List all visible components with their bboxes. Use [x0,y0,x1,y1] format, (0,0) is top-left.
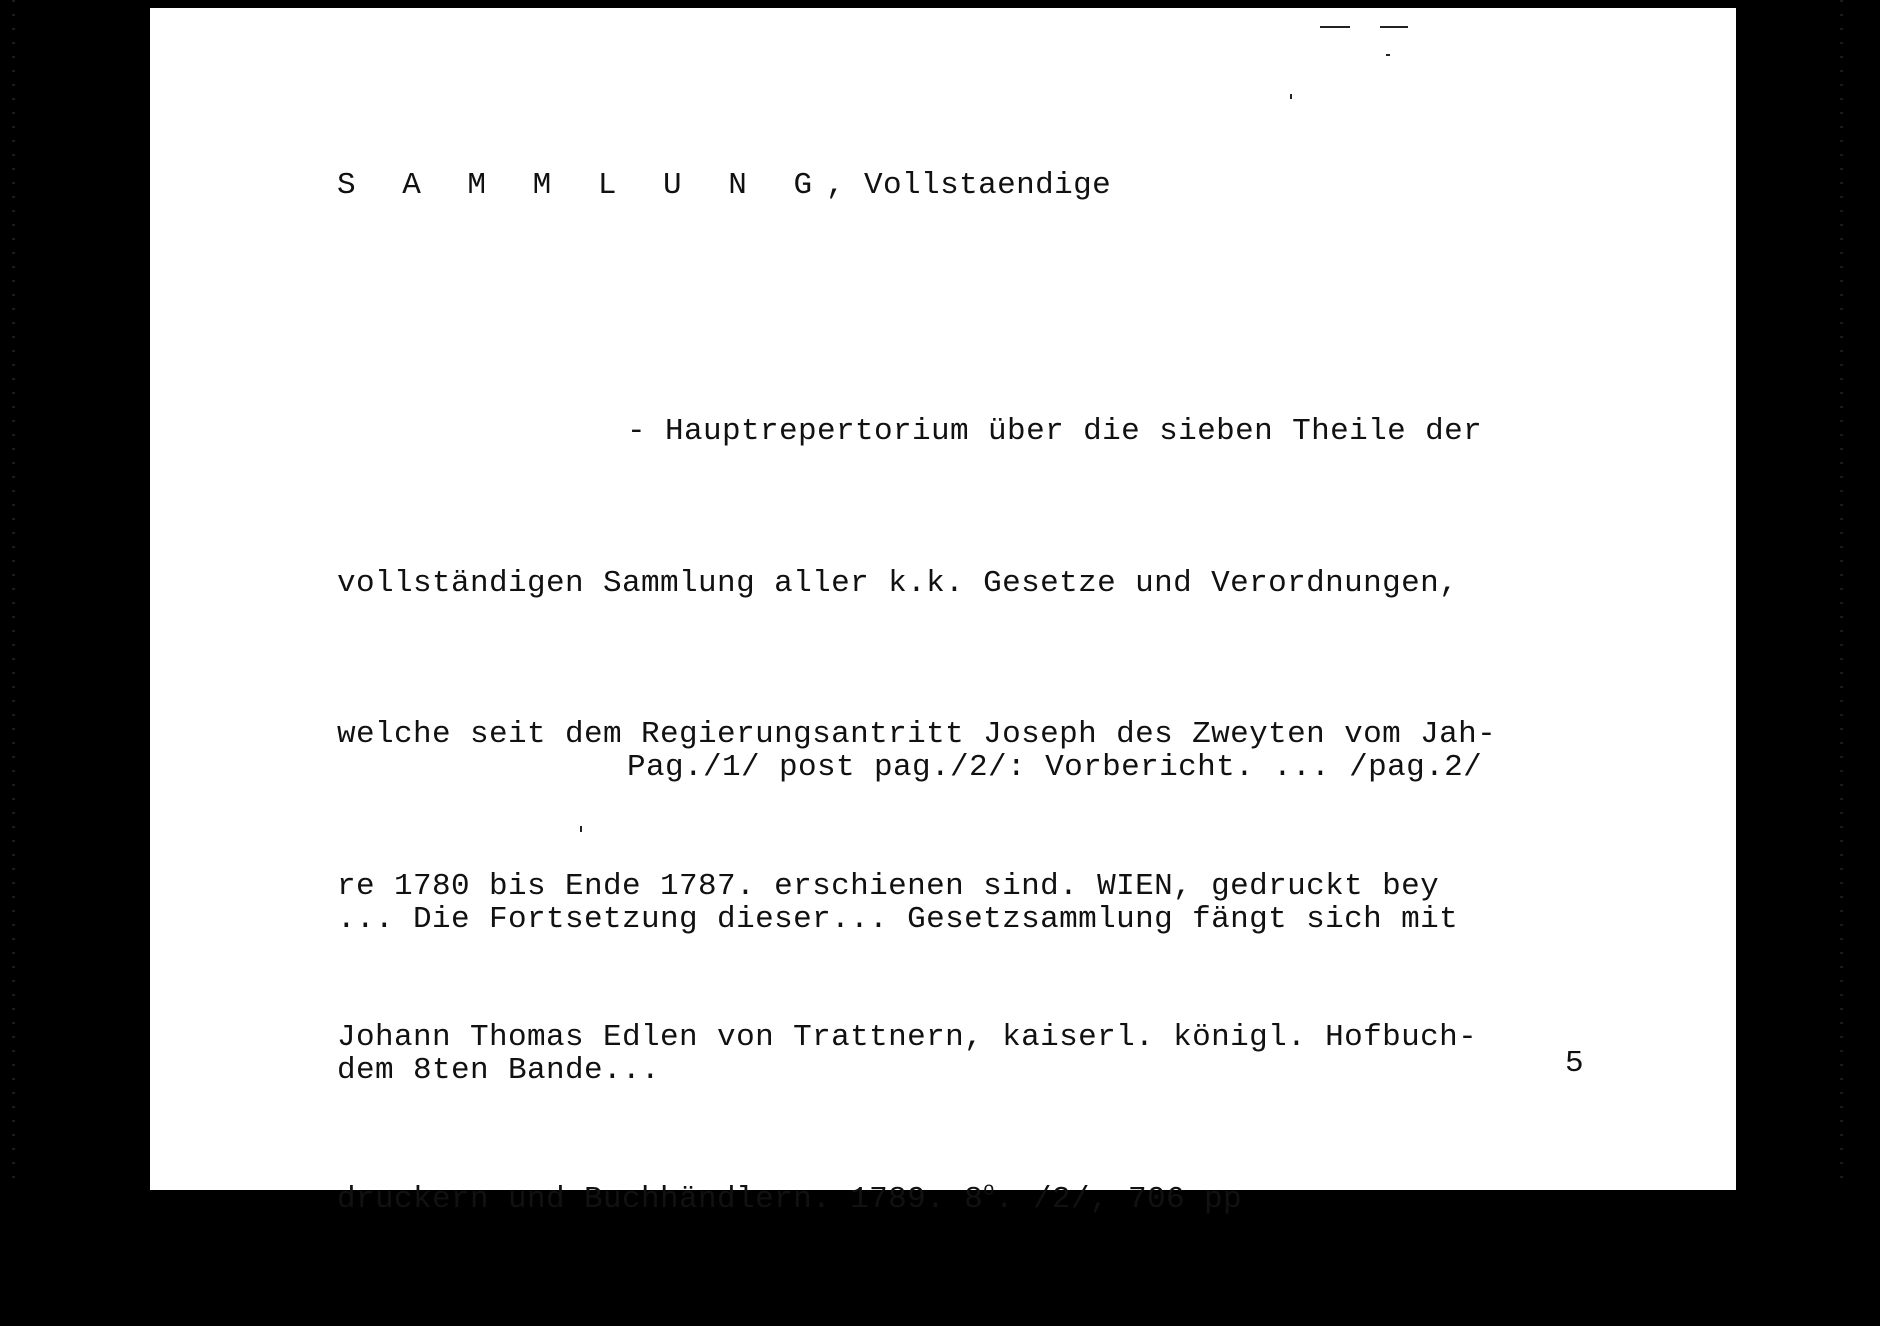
note-line: dem 8ten Bande... [337,1053,661,1088]
scan-speck [1386,54,1390,56]
scan-speck [1290,94,1292,99]
description-line: welche seit dem Regierungsantritt Joseph des Zweyten vom Jah- [337,717,1497,752]
film-edge-left [12,0,15,1190]
imprint-text: druckern und Buchhändlern. 1789. 8 [337,1181,984,1217]
scan-speck [580,826,582,832]
scan-speck [1320,26,1350,28]
description-line: Johann Thomas Edlen von Trattnern, kaiserl. königl. Hofbuch- [337,1020,1478,1055]
page-number: 5 [1565,1046,1585,1081]
note-paragraph [337,642,1482,1198]
description-line: re 1780 bis Ende 1787. erschienen sind. WIEN, gedruckt bey [337,868,1440,904]
heading-keyword: S A M M L U N G [337,168,827,203]
film-edge-right [1840,0,1843,1190]
description-line: vollständigen Sammlung aller k.k. Gesetze und Verordnungen, [337,565,1459,601]
catalog-card [150,8,1736,1217]
pagination-text: . /2/, 706 pp [994,1181,1242,1217]
format-superscript: o [983,1178,995,1201]
heading-qualifier: , Vollstaendige [826,168,1112,203]
card-heading [337,168,1111,203]
description-line: - Hauptrepertorium über die sieben Theile der [627,414,1483,449]
note-line: Pag./1/ post pag./2/: Vorbericht. ... /pag.2/ [627,750,1483,785]
scan-speck [1380,26,1408,28]
note-line: ... Die Fortsetzung dieser... Gesetzsammlung fängt sich mit [337,901,1459,937]
